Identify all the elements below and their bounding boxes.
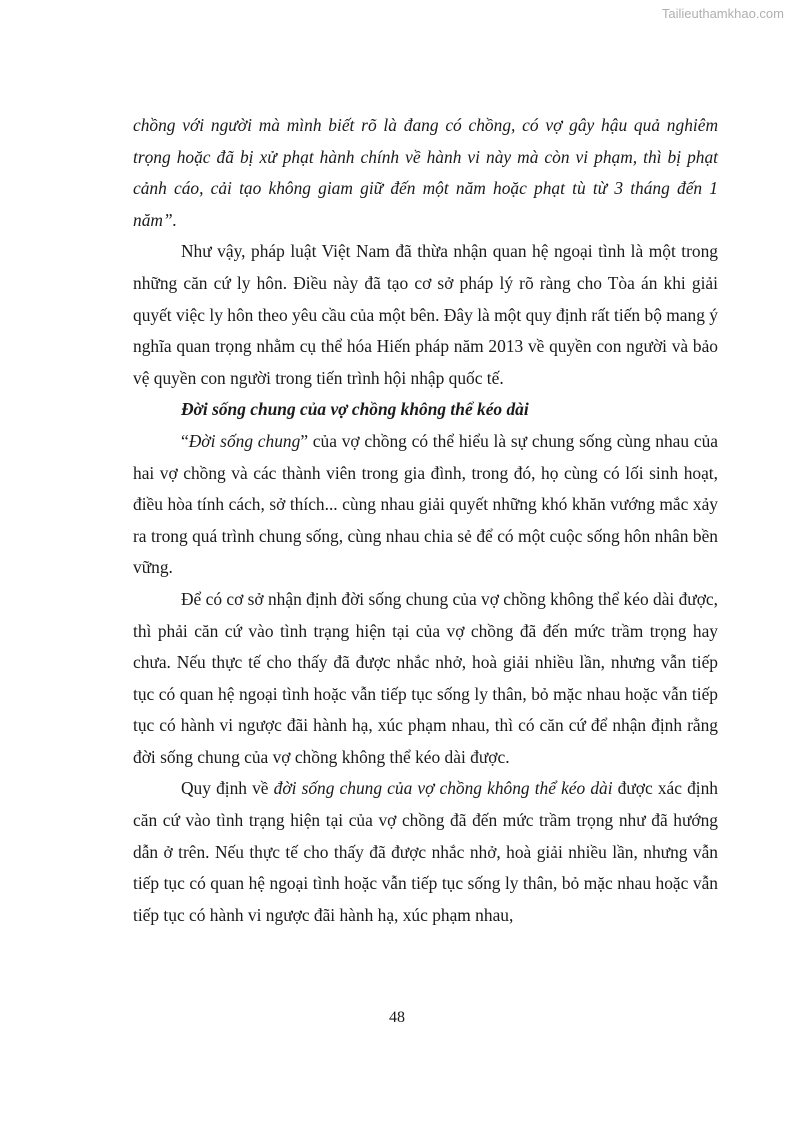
section-heading: Đời sống chung của vợ chồng không thể kéo dài [181, 399, 529, 420]
paragraph-conclusion: Như vậy, pháp luật Việt Nam đã thừa nhận quan hệ ngoại tình là một trong những căn cứ ly hôn. Điều này đã tạo cơ sở pháp lý rõ ràng cho Tòa án khi giải quyết việc ly hôn theo yêu cầu của một bên. Đây là một quy định rất tiến bộ mang ý nghĩa quan trọng nhằm cụ thể hóa Hiến pháp năm 2013 về quyền con người và bảo vệ quyền con người trong tiến trình hội nhập quốc tế. [133, 241, 718, 388]
definition-text: ” của vợ chồng có thể hiểu là sự chung sống cùng nhau của hai vợ chồng và các thành viên trong gia đình, trong đó, họ cùng có lối sinh hoạt, điều hòa tính cách, sở thích... cùng nhau giải quyết những khó khăn vướng mắc xảy ra trong quá trình chung sống, cùng nhau chia sẻ để có một cuộc sống hôn nhân bền vững. [133, 430, 718, 578]
term-doi-song-chung: Đời sống chung [188, 430, 301, 451]
open-quote: “ [181, 430, 189, 451]
term-regulation: đời sống chung của vợ chồng không thể kéo dài [273, 778, 613, 799]
page-number: 48 [389, 1009, 405, 1026]
watermark: Tailieuthamkhao.com [661, 6, 784, 21]
regulation-text: được xác định căn cứ vào tình trạng hiện tại của vợ chồng đã đến mức trầm trọng như đã hướng dẫn ở trên. Nếu thực tế cho thấy đã được nhắc nhở, hoà giải nhiều lần, nhưng vẫn tiếp tục có quan hệ ngoại tình hoặc vẫn tiếp tục sống ly thân, bỏ mặc nhau hoặc vẫn tiếp tục có hành vi ngược đãi hành hạ, xúc phạm nhau, [133, 778, 718, 925]
paragraph-basis: Để có cơ sở nhận định đời sống chung của vợ chồng không thể kéo dài được, thì phải căn cứ vào tình trạng hiện tại của vợ chồng đã đến mức trầm trọng hay chưa. Nếu thực tế cho thấy đã được nhắc nhở, hoà giải nhiều lần, nhưng vẫn tiếp tục có quan hệ ngoại tình hoặc vẫn tiếp tục sống ly thân, bỏ mặc nhau hoặc vẫn tiếp tục có hành vi ngược đãi hành hạ, xúc phạm nhau, thì có căn cứ để nhận định rằng đời sống chung của vợ chồng không thể kéo dài được. [133, 588, 718, 767]
quote-continuation: chồng với người mà mình biết rõ là đang có chồng, có vợ gây hậu quả nghiêm trọng hoặc đã bị xử phạt hành chính về hành vi này mà còn vi phạm, thì bị phạt cảnh cáo, cải tạo không giam giữ đến một năm hoặc phạt tù từ 3 tháng đến 1 năm”. [133, 115, 718, 230]
page-body [133, 110, 718, 931]
paragraph-regulation [133, 773, 718, 931]
paragraph-definition [133, 426, 718, 584]
regulation-lead: Quy định về [181, 778, 274, 799]
